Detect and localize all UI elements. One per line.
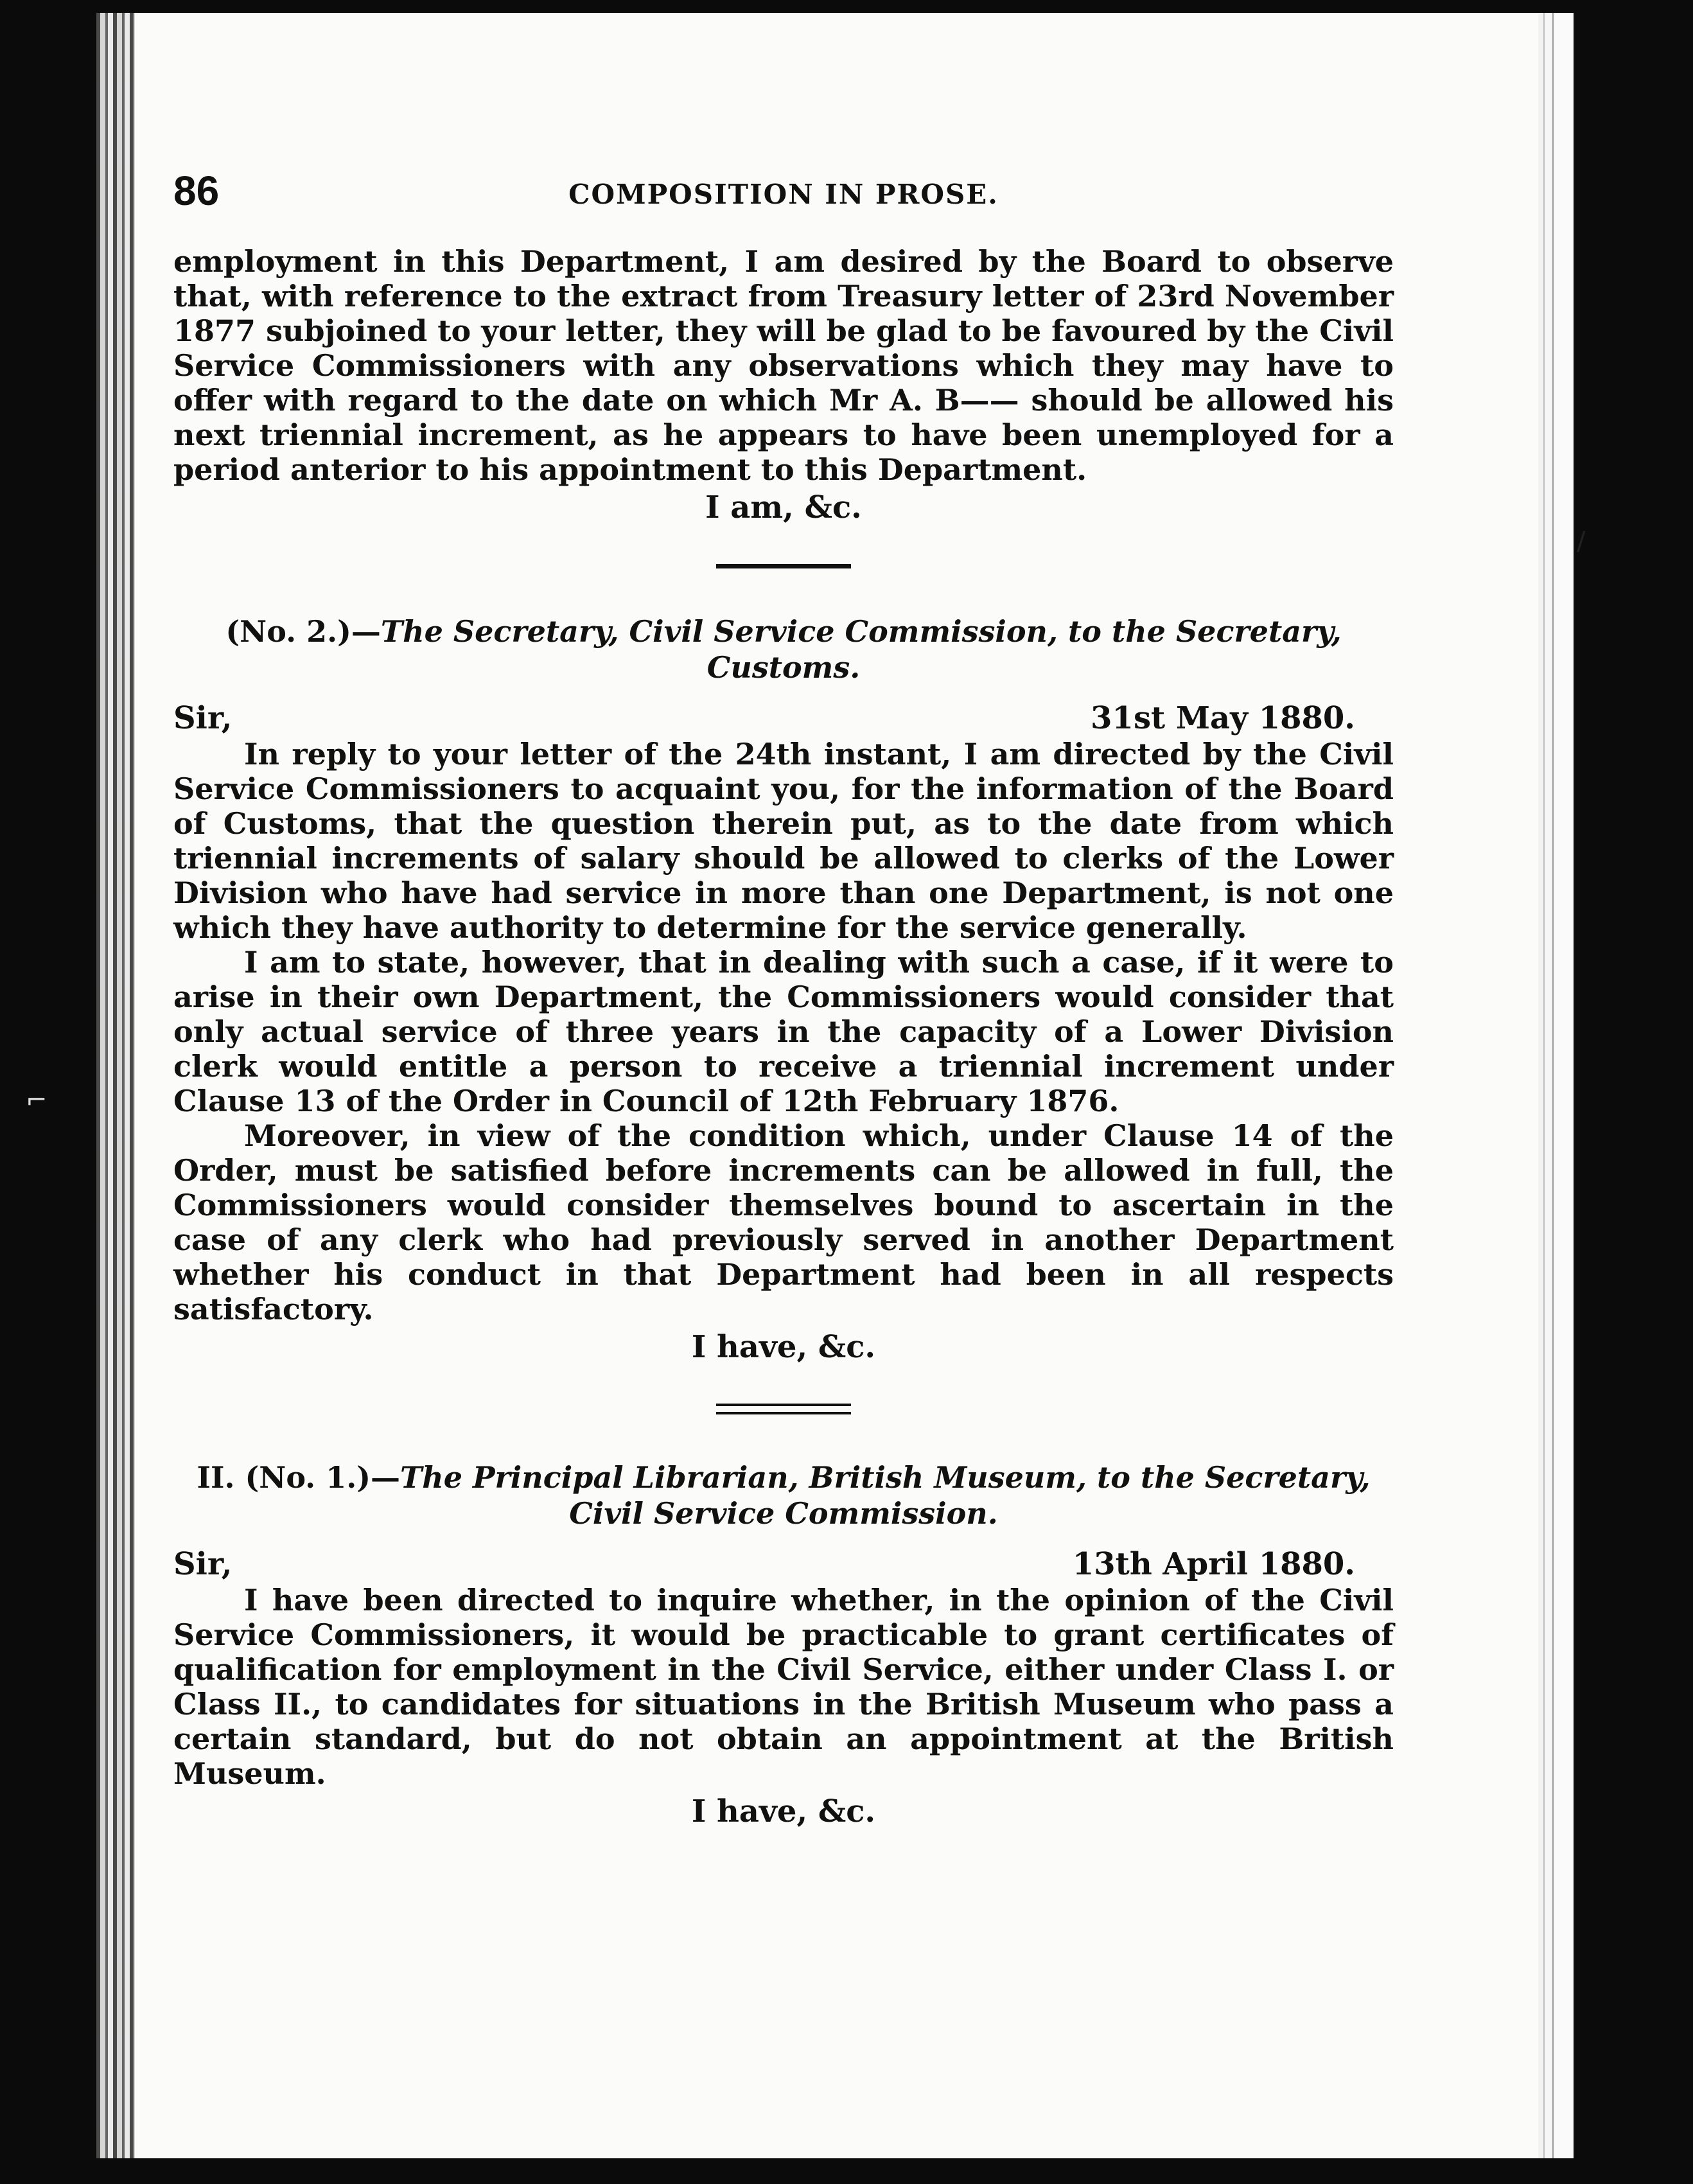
letter-no2-title: The Secretary, Civil Service Commission, to the Secretary, Customs. bbox=[380, 614, 1342, 685]
letter-ii-paragraph-1: I have been directed to inquire whether, in the opinion of the Civil Service Commissioners, it would be practicable to grant certificates of qualification for employment in the Civil Service, either under Class I. or Class II., to candidates for situations in the British Museum who pass a certain standard, but do not obtain an appointment at the British Museum. bbox=[173, 1583, 1394, 1791]
letter-ii-heading bbox=[173, 1459, 1394, 1531]
letter-ii-salutation: Sir, bbox=[173, 1546, 232, 1582]
letter-no2-date: 31st May 1880. bbox=[1091, 700, 1355, 736]
letter-ii-dateline bbox=[173, 1546, 1394, 1583]
letter-no2-dateline bbox=[173, 700, 1394, 737]
margin-arrow-icon: ⌐ bbox=[26, 1086, 48, 1115]
running-title: COMPOSITION IN PROSE. bbox=[568, 179, 999, 210]
letter-ii-date: 13th April 1880. bbox=[1072, 1546, 1355, 1582]
letter-ii-closing: I have, &c. bbox=[691, 1793, 876, 1829]
page-gutter-edge bbox=[96, 13, 135, 2158]
section-rule bbox=[716, 564, 851, 568]
letter-no2-heading bbox=[173, 613, 1394, 685]
letter-no2-closing: I have, &c. bbox=[691, 1329, 876, 1365]
letter-ii-number: II. (No. 1.)— bbox=[197, 1460, 401, 1495]
page-content bbox=[173, 167, 1394, 1829]
continuation-closing: I am, &c. bbox=[705, 489, 862, 525]
continuation-paragraph: employment in this Department, I am desired by the Board to observe that, with reference to the extract from Treasury letter of 23rd November 1877 subjoined to your letter, they will be glad to be favoured by the Civil Service Commissioners with any observations which they may have to offer with regard to the date on which Mr A. B—— should be allowed his next triennial increment, as he appears to have been unemployed for a period anterior to his appointment to this Department. bbox=[173, 244, 1394, 487]
page-fore-edge bbox=[1538, 13, 1574, 2158]
running-header bbox=[173, 167, 1394, 225]
letter-no2-paragraph-1: In reply to your letter of the 24th instant, I am directed by the Civil Service Commissioners to acquaint you, for the information of the Board of Customs, that the question therein put, as to the date from which triennial increments of salary should be allowed to clerks of the Lower Division who have had service in more than one Department, is not one which they have authority to determine for the service generally. bbox=[173, 737, 1394, 945]
letter-no2-number: (No. 2.)— bbox=[225, 614, 381, 649]
edge-mark-icon: / bbox=[1577, 527, 1586, 556]
letter-no2-salutation: Sir, bbox=[173, 700, 232, 736]
letter-no2-paragraph-3: Moreover, in view of the condition which, under Clause 14 of the Order, must be satisfied before increments can be allowed in full, the Commissioners would consider themselves bound to ascertain in the case of any clerk who had previously served in another Department whether his conduct in that Department had been in all respects satisfactory. bbox=[173, 1118, 1394, 1326]
page-number: 86 bbox=[173, 168, 220, 214]
letter-ii-title: The Principal Librarian, British Museum, to the Secretary, Civil Service Commission. bbox=[400, 1460, 1371, 1531]
letter-no2-paragraph-2: I am to state, however, that in dealing with such a case, if it were to arise in their own Department, the Commissioners would consider that only actual service of three years in the capacity of a Lower Division clerk would entitle a person to receive a triennial increment under Clause 13 of the Order in Council of 12th February 1876. bbox=[173, 945, 1394, 1118]
section-double-rule bbox=[716, 1404, 851, 1414]
